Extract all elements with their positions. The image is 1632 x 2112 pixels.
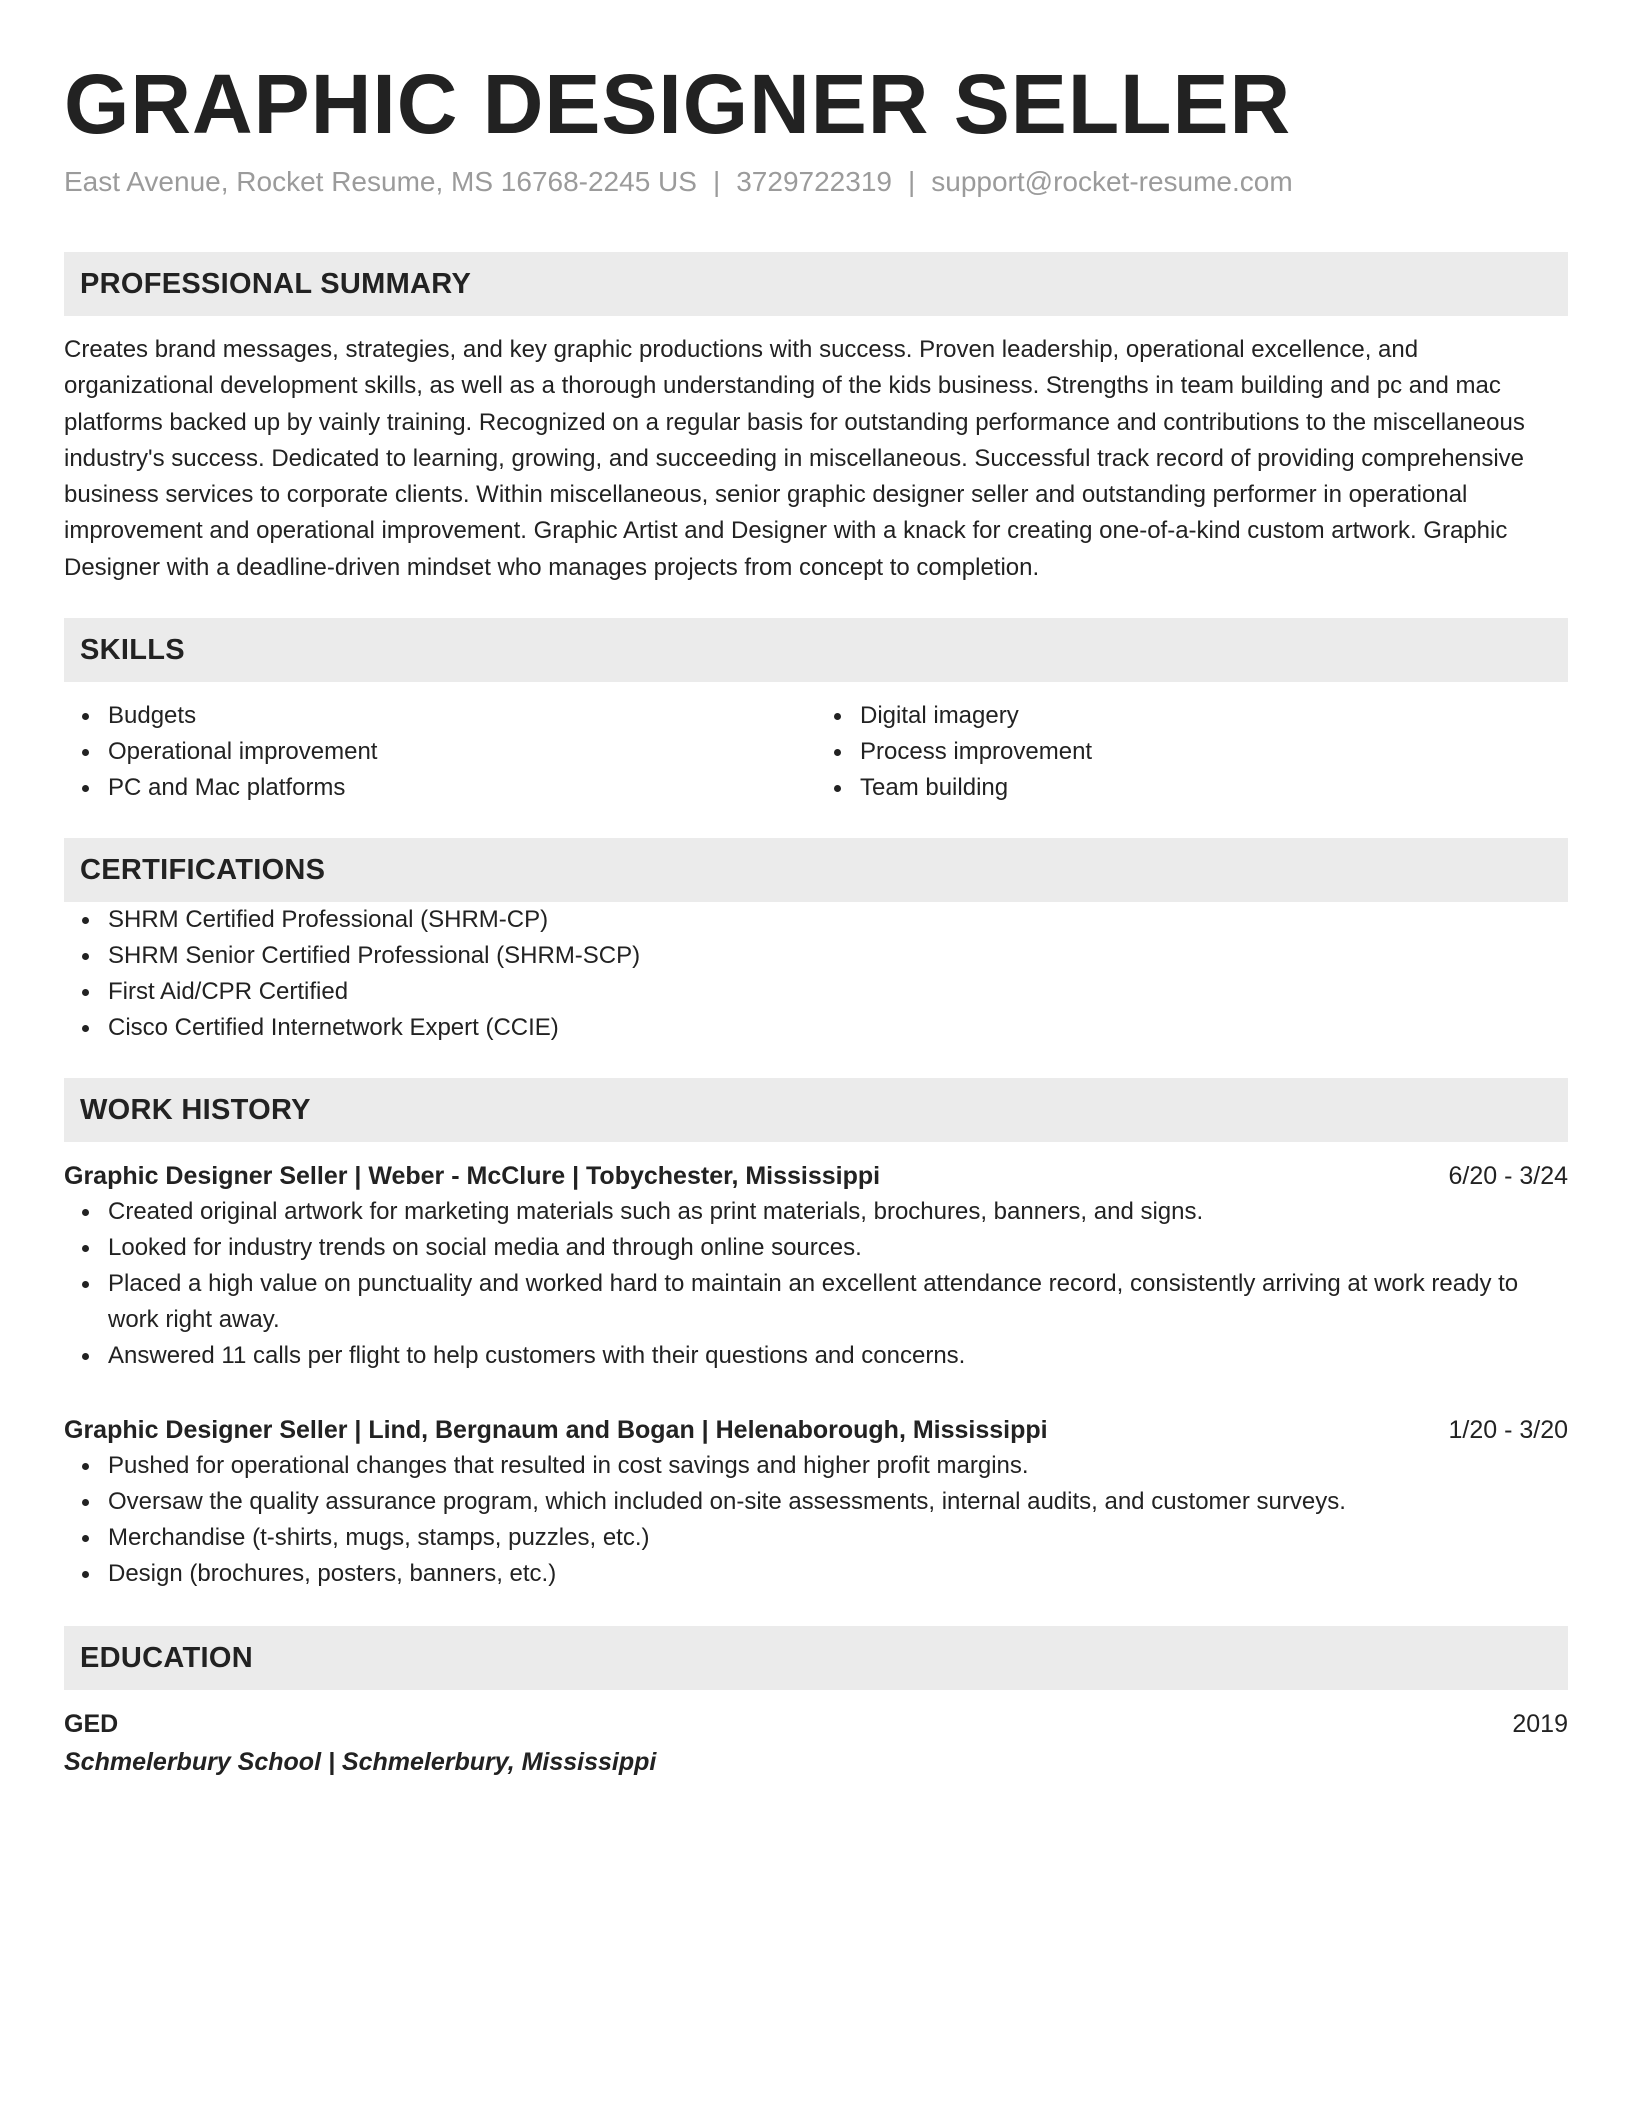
job-bullet: Created original artwork for marketing materials such as print materials, brochures, banners, and signs. (64, 1194, 1568, 1230)
skill-item: Operational improvement (64, 734, 816, 770)
job-header (64, 1412, 1568, 1448)
skills-column-left (64, 698, 816, 806)
certification-item: SHRM Certified Professional (SHRM-CP) (64, 902, 1568, 938)
skill-item: Budgets (64, 698, 816, 734)
job-bullet: Oversaw the quality assurance program, which included on-site assessments, internal audits, and customer surveys. (64, 1484, 1568, 1520)
job-bullets (64, 1194, 1568, 1374)
job-entry (64, 1158, 1568, 1374)
section-heading-summary: PROFESSIONAL SUMMARY (64, 252, 1568, 316)
education-degree: GED (64, 1710, 119, 1739)
contact-address: East Avenue, Rocket Resume, MS 16768-2245 US (64, 166, 697, 197)
job-title: Graphic Designer Seller | Weber - McClure | Tobychester, Mississippi (64, 1162, 881, 1191)
job-title: Graphic Designer Seller | Lind, Bergnaum and Bogan | Helenaborough, Mississippi (64, 1416, 1048, 1445)
job-bullet: Pushed for operational changes that resulted in cost savings and higher profit margins. (64, 1448, 1568, 1484)
skill-item: Process improvement (816, 734, 1568, 770)
skill-item: PC and Mac platforms (64, 770, 816, 806)
certification-item: SHRM Senior Certified Professional (SHRM-SCP) (64, 938, 1568, 974)
education-header (64, 1706, 1568, 1742)
resume-name: GRAPHIC DESIGNER SELLER (64, 57, 1292, 151)
contact-phone: 3729722319 (736, 166, 892, 197)
contact-separator: | (712, 166, 721, 197)
education-year: 2019 (1512, 1710, 1568, 1739)
skill-item: Team building (816, 770, 1568, 806)
education-school: Schmelerbury School | Schmelerbury, Mississippi (64, 1748, 657, 1777)
job-header (64, 1158, 1568, 1194)
certifications-list (64, 902, 1568, 1046)
summary-text: Creates brand messages, strategies, and key graphic productions with success. Proven leadership, operational excellence, and organizational development skills, as well as a thorough understanding of the kids business. Strengths in team building and pc and mac platforms backed up by vainly training. Recognized on a regular basis for outstanding performance and contributions to the miscellaneous industry's success. Dedicated to learning, growing, and succeeding in miscellaneous. Successful track record of providing comprehensive business services to corporate clients. Within miscellaneous, senior graphic designer seller and outstanding performer in operational improvement and operational improvement. Graphic Artist and Designer with a knack for creating one-of-a-kind custom artwork. Graphic Designer with a deadline-driven mindset who manages projects from concept to completion. (64, 336, 1525, 581)
job-bullet: Placed a high value on punctuality and worked hard to maintain an excellent attendance record, consistently arriving at work ready to work right away. (64, 1266, 1568, 1338)
section-heading-education: EDUCATION (64, 1626, 1568, 1690)
contact-email: support@rocket-resume.com (931, 166, 1293, 197)
job-bullets (64, 1448, 1568, 1592)
contact-line (64, 164, 1568, 200)
job-dates: 6/20 - 3/24 (1448, 1162, 1568, 1191)
contact-separator: | (907, 166, 916, 197)
education-entry (64, 1706, 1568, 1780)
skills-column-right (816, 698, 1568, 806)
job-bullet: Looked for industry trends on social media and through online sources. (64, 1230, 1568, 1266)
section-heading-skills: SKILLS (64, 618, 1568, 682)
section-heading-work-history: WORK HISTORY (64, 1078, 1568, 1142)
skill-item: Digital imagery (816, 698, 1568, 734)
certification-item: Cisco Certified Internetwork Expert (CCIE) (64, 1010, 1568, 1046)
job-dates: 1/20 - 3/20 (1448, 1416, 1568, 1445)
skills-list (64, 698, 1568, 806)
certification-item: First Aid/CPR Certified (64, 974, 1568, 1010)
job-entry (64, 1412, 1568, 1592)
section-heading-certifications: CERTIFICATIONS (64, 838, 1568, 902)
job-bullet: Merchandise (t-shirts, mugs, stamps, puzzles, etc.) (64, 1520, 1568, 1556)
job-bullet: Design (brochures, posters, banners, etc.) (64, 1556, 1568, 1592)
job-bullet: Answered 11 calls per flight to help customers with their questions and concerns. (64, 1338, 1568, 1374)
